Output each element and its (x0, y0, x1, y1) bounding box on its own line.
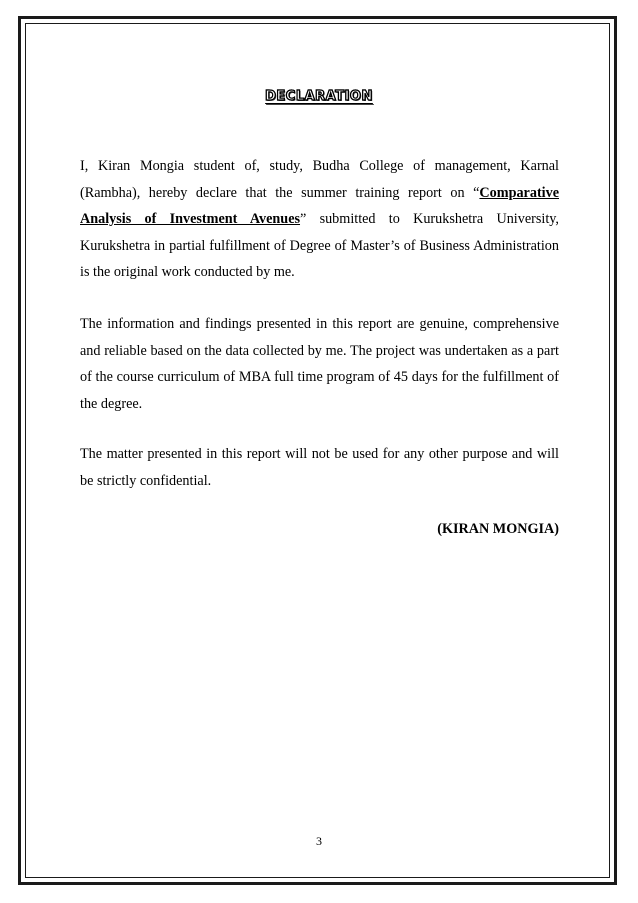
paragraph-3-text: The matter presented in this report will not be used for any other purpose and will be strictly confidential. (80, 446, 559, 489)
paragraph-2-text: The information and findings presented in this report are genuine, comprehensive and reliable based on the data collected by me. The project was undertaken as a part of the course curriculum of MBA full time program of 45 days for the fulfillment of the degree. (80, 316, 559, 412)
declaration-paragraph-2 (80, 311, 559, 417)
paragraph-1-text-b: ” submitted to Kurukshetra University, Kurukshetra in partial fulfillment of Degree of Master’s of Business Administration is the original work conducted by me. (80, 211, 559, 281)
declaration-paragraph-1 (80, 153, 559, 286)
report-title-text: Comparative Analysis of Investment Avenues (80, 184, 559, 228)
page-title (0, 83, 638, 105)
signature-name: (KIRAN MONGIA) (437, 521, 559, 537)
page-number: 3 (316, 834, 322, 848)
declaration-paragraph-3 (80, 441, 559, 494)
page-title-text: declaration (265, 83, 373, 105)
paragraph-1-text-a: I, Kiran Mongia student of, study, Budha College of management, Karnal (Rambha), hereby declare that the summer training report on “ (80, 158, 559, 201)
